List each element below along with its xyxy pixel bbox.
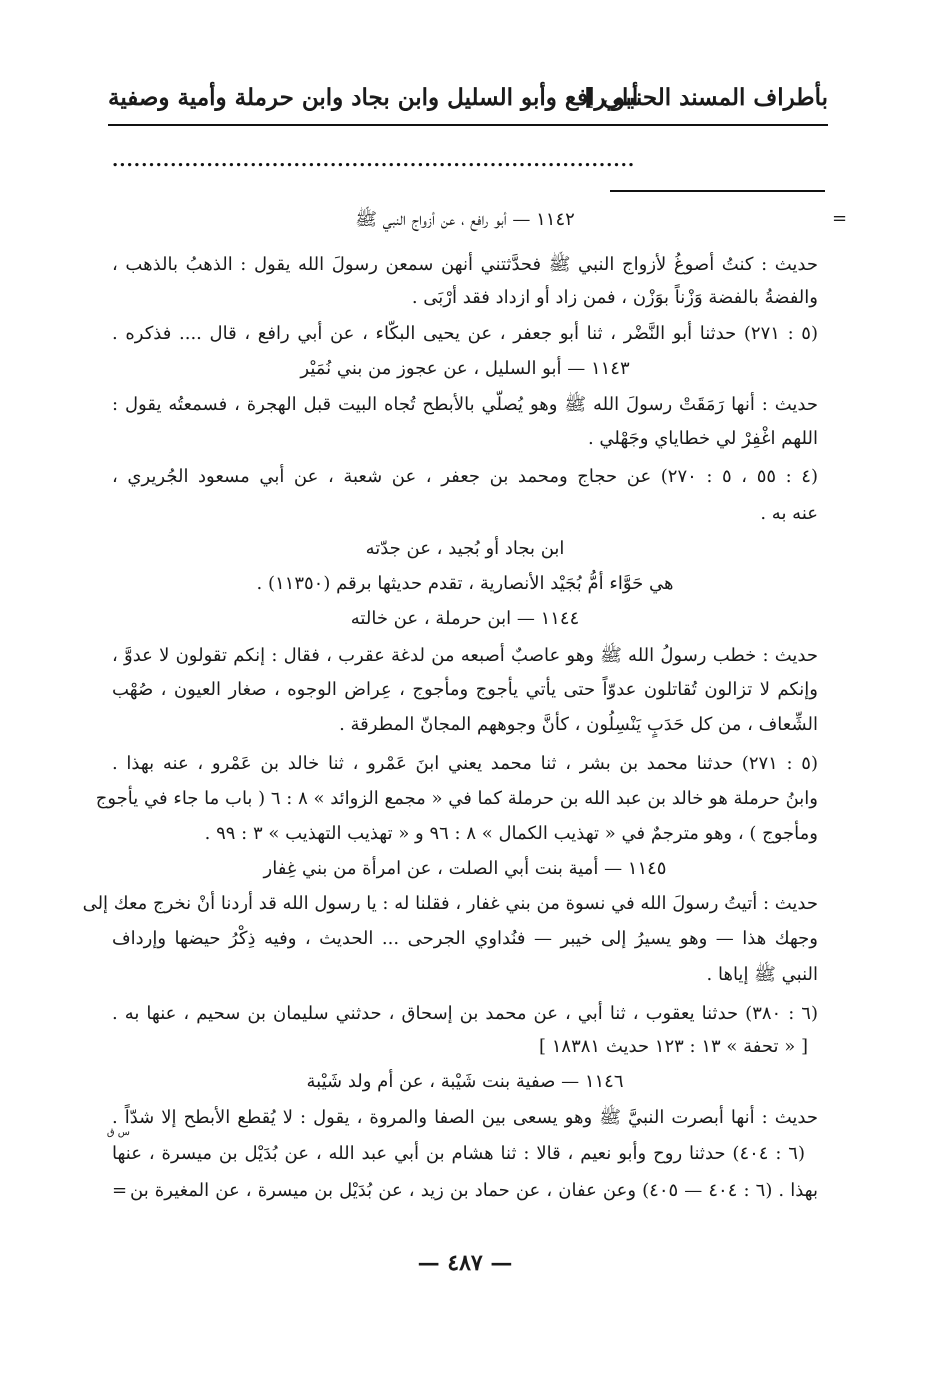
- text-line: هي حَوَّاء أمُّ بُجَيْد الأنصارية ، تقدم حديثها برقم (١١٣٥٠) .: [256, 573, 674, 594]
- source-line: (٦ : ٤٠٤) حدثنا روح وأبو نعيم ، قالا : ثنا هشام بن أبي عبد الله ، عن بُدَيْل بن ميسرة ، عنها: [112, 1143, 805, 1164]
- text-line: الشِّعاف ، من كل حَدَبٍ يَنْسِلُون ، كأنَّ وجوههم المجانّ المطرقة .: [339, 714, 818, 735]
- source-line: بهذا . (٦ : ٤٠٤ — ٤٠٥) وعن عفان ، عن حماد بن زيد ، عن بُدَيْل بن ميسرة ، عن المغيرة بن: [130, 1180, 818, 1201]
- page-number: — ٤٨٧ —: [417, 1250, 513, 1276]
- source-line: (٦ : ٣٨٠) حدثنا يعقوب ، ثنا أبي ، عن محمد بن إسحاق ، حدثني سليمان بن سحيم ، عنها به .: [112, 1003, 818, 1024]
- text-line: النبي ﷺ إياها .: [706, 964, 818, 985]
- hadith-heading-ibn-bijad: ابن بجاد أو بُجيد ، عن جدّته: [365, 538, 565, 559]
- text-line: اللهم اغْفِرْ لي خطاياي وجَهْلي .: [587, 428, 818, 449]
- text-line: حديث : أنها رَمَقَتْ رسولَ الله ﷺ وهو يُصلّي بالأبطح تُجاه البيت قبل الهجرة ، فسمعتُه يقول :: [112, 394, 818, 415]
- footnote-separator: [610, 190, 825, 192]
- hadith-heading-1143: ١١٤٣ — أبو السليل ، عن عجوز من بني نُمَيْر: [300, 358, 630, 379]
- margin-note: س ق: [106, 1127, 130, 1138]
- source-line: (٤ : ٥٥ ، ٥ : ٢٧٠) عن حجاج ومحمد بن جعفر ، عن شعبة ، عن أبي مسعود الجُريري ،: [112, 466, 818, 487]
- hadith-heading-1146: ١١٤٦ — صفية بنت شَيْبة ، عن أم ولد شَيْبة: [306, 1071, 624, 1092]
- text-line: وجهك هذا — وهو يسيرُ إلى خيبر — فنُداوي الجرحى ... الحديث ، وفيه ذِكْرُ حيضها وإرداف: [112, 928, 818, 949]
- text-line: حديث : كنتُ أصوغُ لأزواج النبي ﷺ فحدَّثتني أنهن سمعن رسولَ الله يقول : الذهبُ بالذهب ،: [112, 254, 818, 275]
- source-line: ومأجوج ) ، وهو مترجمٌ في « تهذيب الكمال » ٨ : ٩٦ و « تهذيب التهذيب » ٣ : ٩٩ .: [204, 823, 818, 844]
- source-line: (٥ : ٢٧١) حدثنا أبو النَّضْر ، ثنا أبو جعفر ، عن يحيى البكّاء ، عن أبي رافع ، قال .... فذكره .: [112, 323, 818, 344]
- tuhfa-reference: [ « تحفة » ١٣ : ١٢٣ حديث ١٨٣٨١ ]: [539, 1036, 808, 1057]
- header-title: أبو رافع وأبو السليل وابن بجاد وابن حرملة وأمية وصفية: [108, 84, 639, 111]
- text-line: والفضةُ بالفضة وَزْناً بوَزْن ، فمن زاد أو ازداد فقد أرْبَى .: [411, 287, 818, 308]
- hadith-heading-1144: ١١٤٤ — ابن حرملة ، عن خالته: [350, 608, 580, 629]
- source-line: عنه به .: [760, 503, 818, 524]
- source-line: وابنُ حرملة هو خالد بن عبد الله بن حرملة كما في « مجمع الزوائد » ٨ : ٦ ( باب ما جاء في يأجوج: [95, 788, 818, 809]
- header-rule: [108, 124, 828, 126]
- dotted-divider: ........................................................................: [112, 150, 636, 171]
- source-line: (٥ : ٢٧١) حدثنا محمد بن بشر ، ثنا محمد يعني ابنَ عَمْرو ، ثنا خالد بن عَمْرو ، عنه بهذا .: [112, 753, 818, 774]
- header-book-title: بأطراف المسند الحنبلي ]: [583, 84, 828, 111]
- text-line: حديث : أنها أبصرت النبيَّ ﷺ وهو يسعى بين الصفا والمروة ، يقول : لا يُقطع الأبطح إلا شدّاً .: [112, 1107, 818, 1128]
- hadith-heading-1142: ١١٤٢ — أبو رافع ، عن أزواج النبي ﷺ: [355, 209, 575, 230]
- text-line: حديث : أتيتُ رسولَ الله في نسوة من بني غفار ، فقلنا له : يا رسول الله قد أردنا أنْ نخرج معك إلى: [82, 893, 818, 914]
- text-line: وإنكم لا تزالون تُقاتلون عدوّاً حتى يأتي يأجوج ومأجوج ، عِراض الوجوه ، صغار العيون ، صُهْب: [112, 679, 818, 700]
- text-line: حديث : خطب رسولُ الله ﷺ وهو عاصبٌ أصبعه من لدغة عقرب ، فقال : إنكم تقولون لا عدوَّ ،: [112, 645, 818, 666]
- running-header: [108, 80, 828, 120]
- hadith-heading-1145: ١١٤٥ — أمية بنت أبي الصلت ، عن امرأة من بني غِفار: [263, 858, 667, 879]
- continuation-mark-top: =: [832, 208, 848, 229]
- continuation-mark-bottom: =: [112, 1180, 128, 1201]
